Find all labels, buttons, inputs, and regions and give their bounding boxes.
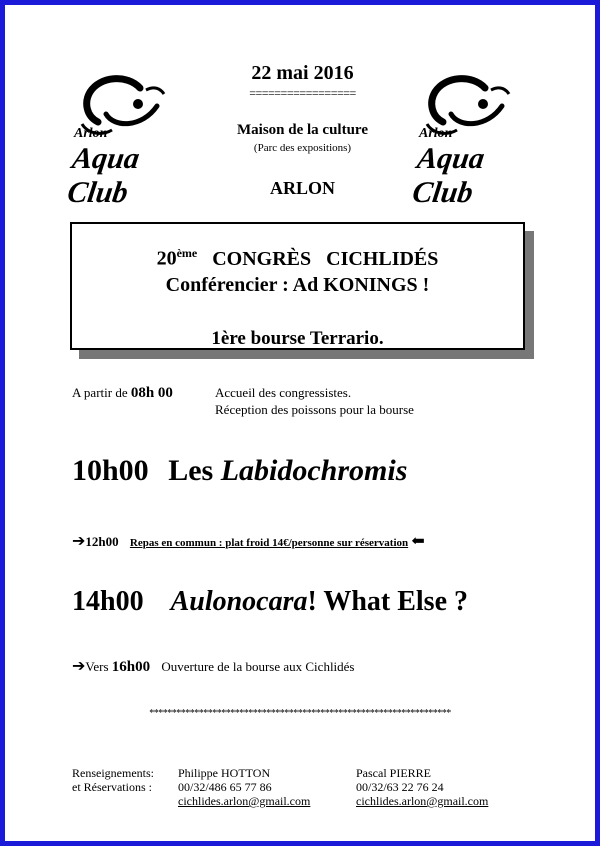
venue-name: Maison de la culture — [237, 122, 368, 138]
date-separator: ================= — [249, 86, 356, 100]
contact-phone: 00/32/486 65 77 86 — [178, 780, 272, 794]
schedule-item-1-line2: Réception des poissons pour la bourse — [215, 402, 414, 417]
schedule-item-5 — [72, 656, 355, 676]
schedule-item-2 — [72, 454, 407, 488]
congress-name: CONGRÈS CICHLIDÉS — [212, 247, 439, 270]
schedule-item-1-time — [72, 385, 173, 402]
time-value: 14h00 — [72, 586, 144, 617]
contact-2 — [356, 766, 488, 808]
bourse-opening: Ouverture de la bourse aux Cichlidés — [161, 659, 355, 674]
contact-email[interactable]: cichlides.arlon@gmail.com — [178, 794, 311, 808]
contact-1 — [178, 766, 310, 808]
logo-arlon-text: Arlon — [74, 126, 108, 141]
contact-phone: 00/32/63 22 76 24 — [356, 780, 444, 794]
edition-number: 20 — [156, 247, 177, 270]
time-value: 12h00 — [85, 534, 119, 549]
time-value: 16h00 — [111, 659, 151, 675]
congress-title — [72, 246, 523, 271]
contact-name: Philippe HOTTON — [178, 766, 271, 780]
time-prefix: A partir de — [72, 385, 131, 400]
info-label: Renseignements: — [72, 766, 154, 780]
aqua-club-logo-right — [407, 70, 537, 209]
talk-title: Aulonocara — [170, 586, 308, 617]
speaker-line: Conférencier : Ad KONINGS ! — [165, 274, 430, 296]
time-value: 10h00 — [72, 454, 149, 487]
schedule-item-4 — [72, 586, 468, 618]
arrow-left-icon: ⬅ — [411, 533, 425, 550]
logo-arlon-text: Arlon — [419, 126, 453, 141]
arrow-right-icon: ➔ — [72, 533, 86, 550]
city: ARLON — [269, 178, 335, 198]
bourse-line: 1ère bourse Terrario. — [211, 328, 384, 349]
logo-aqua-club-text: Aqua Club — [410, 142, 487, 209]
aqua-club-logo-left — [62, 70, 192, 209]
congress-title-box — [70, 222, 525, 350]
talk-suffix: ! What Else ? — [307, 586, 469, 617]
talk-prefix: Les — [168, 454, 221, 487]
lunch-note: Repas en commun : plat froid 14€/personne sur réservation — [129, 537, 409, 549]
venue-subtitle: (Parc des expositions) — [253, 142, 352, 154]
talk-title: Labidochromis — [220, 454, 408, 487]
time-prefix: Vers — [85, 659, 112, 674]
stars-divider: ******************************************************************* — [149, 708, 451, 719]
time-value: 08h 00 — [130, 385, 173, 401]
schedule-item-1-line1: Accueil des congressistes. — [215, 385, 352, 400]
event-date: 22 mai 2016 — [251, 62, 354, 84]
arrow-right-icon: ➔ — [72, 658, 86, 675]
reservation-label: et Réservations : — [72, 780, 152, 794]
edition-superscript: ème — [176, 246, 198, 260]
contact-labels — [72, 766, 154, 794]
logo-aqua-club-text: Aqua Club — [65, 142, 142, 209]
contact-name: Pascal PIERRE — [356, 766, 431, 780]
schedule-item-3 — [72, 531, 425, 551]
contact-email[interactable]: cichlides.arlon@gmail.com — [356, 794, 489, 808]
